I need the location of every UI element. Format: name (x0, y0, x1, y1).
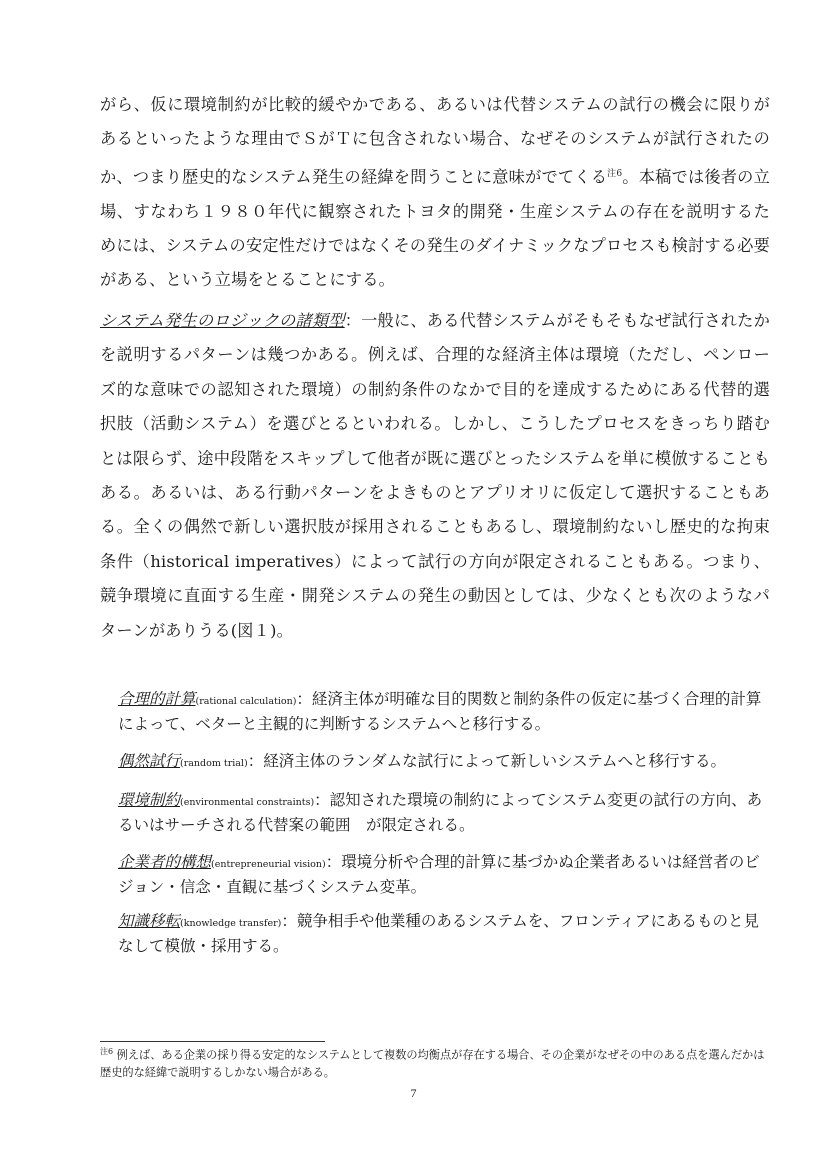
paragraph-text: がら、仮に環境制約が比較的緩やかである、あるいは代替システムの試行の機会に限りがあるといったような理由でＳがＴに包含されない場合、なぜそのシステムが試行されたのか、つまり歴史的なシステム発生の経緯を問うことに意味がでてくる (100, 95, 770, 187)
footnote-text: 例えば、ある企業の採り得る安定的なシステムとして複数の均衡点が存在する場合、その企業がなぜその中のある点を選んだかは歴史的な経緯で説明するしかない場合がある。 (100, 1048, 765, 1079)
pattern-description: ：経済主体のランダムな試行によって新しいシステムへと移行する。 (247, 752, 727, 770)
pattern-english: (rational calculation) (195, 696, 297, 707)
footnote-mark: 注6 (100, 1047, 114, 1056)
pattern-term: 偶然試行 (118, 752, 181, 770)
paragraph-text: ：一般に、ある代替システムがそもそもなぜ試行されたかを説明するパターンは幾つかある。例えば、合理的な経済主体は環境（ただし、ペンローズ的な意味での認知された環境）の制約条件のなかで目的を達成するためにある代替的選択肢（活動システム）を選びとるといわれる。しかし、こうしたプロセスをきっちり踏むとは限らず、途中段階をスキップして他者が既に選びとったシステムを単に模倣することもある。あるいは、ある行動パターンをよきものとアプリオリに仮定して選択することもある。全くの偶然で新しい選択肢が採用されることもあるし、環境制約ないし歴史的な拘束条件（historical imperatives）によって試行の方向が限定されることもある。つまり、競争環境に直面する生産・開発システムの発生の動因としては、少なくとも次のようなパターンがありうる(図１)。 (100, 311, 770, 640)
body-paragraph-1 (100, 88, 770, 298)
body-paragraph-2 (100, 304, 770, 648)
pattern-english: (knowledge transfer) (180, 918, 282, 929)
section-heading: システム発生のロジックの諸類型 (100, 311, 345, 330)
footnote-divider (100, 1041, 325, 1042)
pattern-item (118, 789, 768, 837)
footnote (100, 1043, 770, 1081)
pattern-term: 企業者的構想 (118, 853, 212, 871)
paragraph-text-tail: 。本稿では後者の立場、すなわち１９８０年代に観察されたトヨタ的開発・生産システムの存在を説明するためには、システムの安定性だけではなくその発生のダイナミックなプロセスも検討する必要がある、という立場をとることにする。 (100, 167, 770, 290)
pattern-english: (random trial) (180, 758, 248, 769)
pattern-description: ：環境分析や合理的計算に基づかぬ企業者あるいは経営者のビジョン・信念・直観に基づくシステム変革。 (118, 853, 760, 896)
footnote-reference: 注6 (607, 168, 623, 179)
pattern-item (118, 851, 768, 899)
pattern-description: ：競争相手や他業種のあるシステムを、フロンティアにあるものと見なして模倣・採用する。 (118, 912, 760, 955)
pattern-term: 合理的計算 (118, 690, 196, 708)
pattern-description: ：経済主体が明確な目的関数と制約条件の仮定に基づく合理的計算によって、ベターと主観的に判断するシステムへと移行する。 (118, 690, 762, 733)
pattern-item (118, 688, 768, 736)
pattern-english: (environmental constraints) (180, 797, 315, 808)
pattern-term: 環境制約 (118, 791, 181, 809)
pattern-item (118, 750, 768, 775)
page-number: 7 (410, 1086, 417, 1100)
pattern-item (118, 910, 768, 958)
pattern-description: ：認知された環境の制約によってシステム変更の試行の方向、あるいはサーチされる代替案の範囲 が限定される。 (118, 791, 763, 834)
pattern-english: (entrepreneurial vision) (211, 859, 326, 870)
pattern-term: 知識移転 (118, 912, 181, 930)
